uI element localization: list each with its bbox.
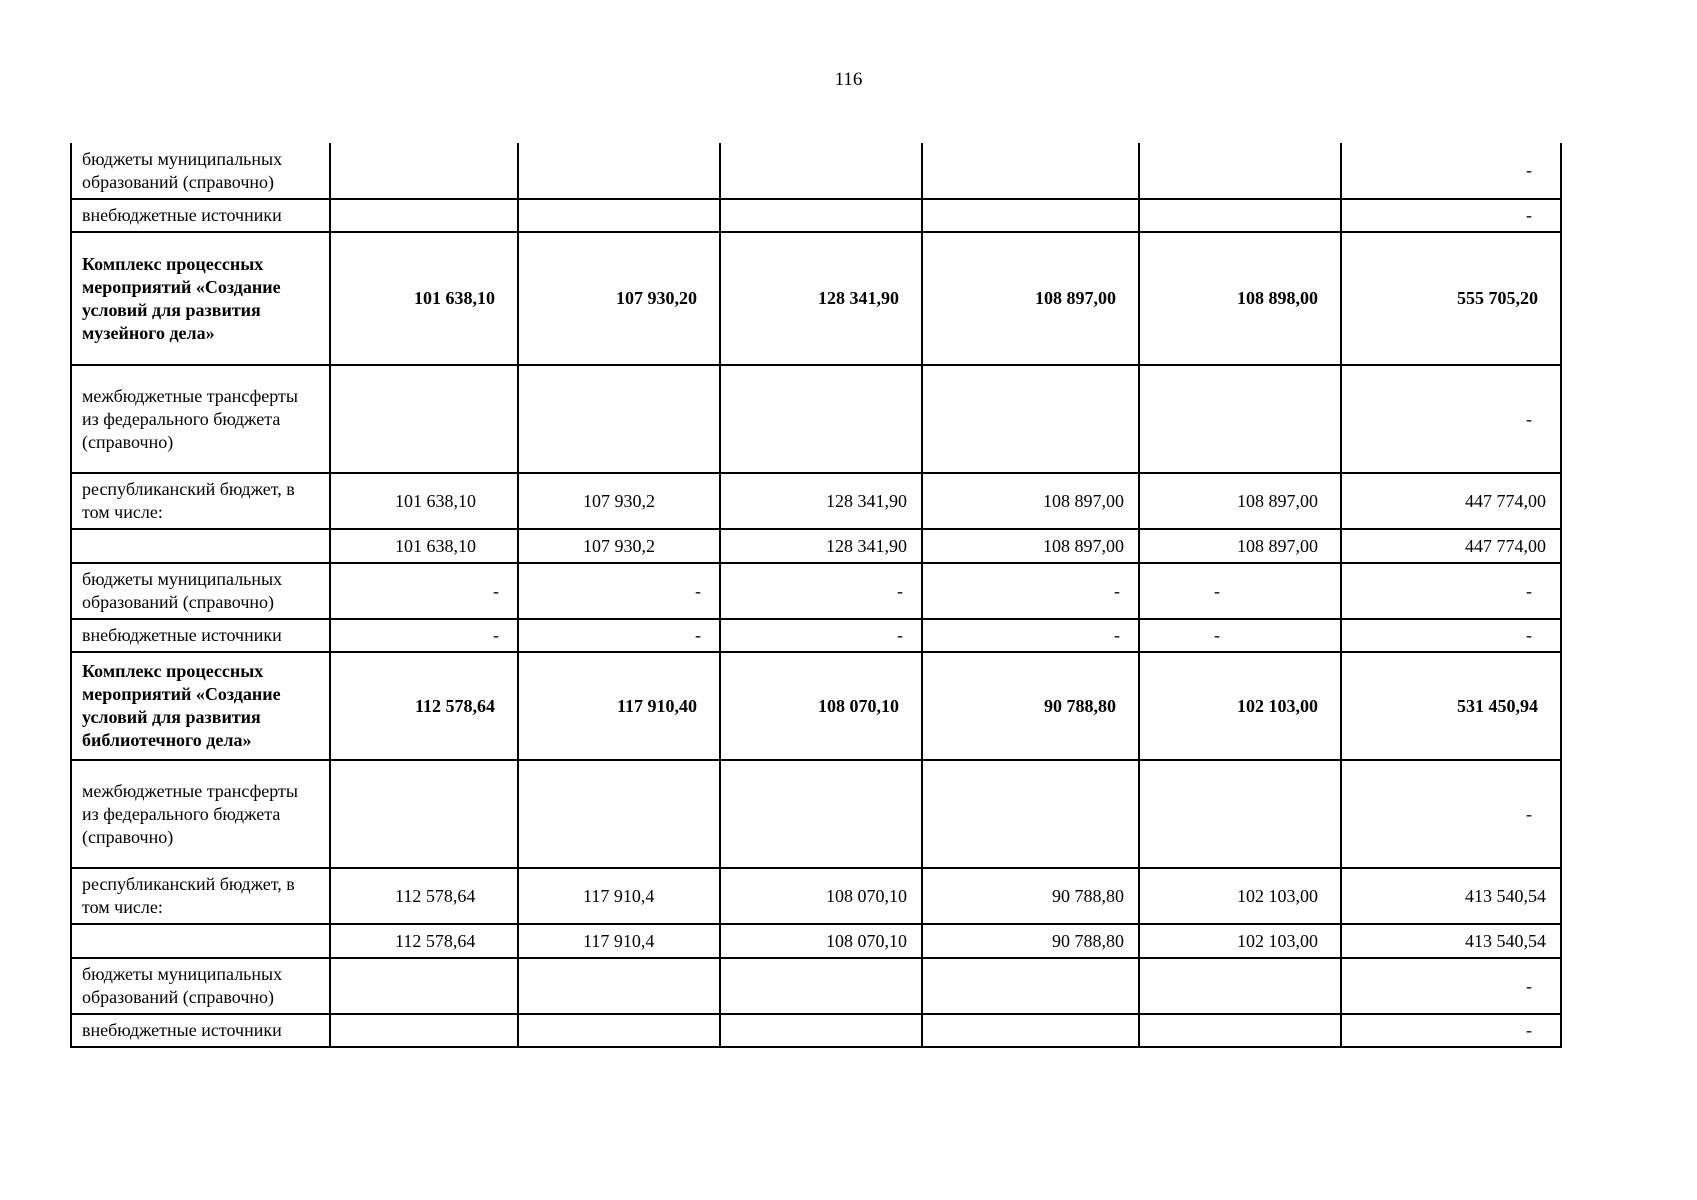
- value-cell: [720, 199, 922, 232]
- table-row: [71, 760, 1561, 868]
- value-cell: [518, 365, 720, 473]
- value-cell: 117 910,40: [518, 652, 720, 760]
- value-cell: 108 070,10: [720, 924, 922, 958]
- row-label: Комплекс процессных мероприятий «Создание условий для развития музейного дела»: [71, 232, 330, 365]
- value-cell: [720, 958, 922, 1014]
- value-cell: 90 788,80: [922, 924, 1139, 958]
- value-cell: [330, 143, 518, 199]
- value-cell: 108 070,10: [720, 868, 922, 924]
- value-cell: -: [518, 619, 720, 652]
- value-cell: 101 638,10: [330, 529, 518, 563]
- value-cell: -: [1341, 619, 1561, 652]
- table-row: [71, 563, 1561, 619]
- value-cell: -: [330, 563, 518, 619]
- value-cell: 108 070,10: [720, 652, 922, 760]
- table-row: [71, 199, 1561, 232]
- value-cell: 108 897,00: [922, 232, 1139, 365]
- table-row: [71, 868, 1561, 924]
- budget-table: [70, 143, 1562, 1048]
- value-cell: 128 341,90: [720, 232, 922, 365]
- value-cell: 107 930,2: [518, 473, 720, 529]
- row-label: республиканский бюджет, в том числе:: [71, 868, 330, 924]
- value-cell: -: [922, 563, 1139, 619]
- value-cell: 108 897,00: [922, 529, 1139, 563]
- row-label: межбюджетные трансферты из федерального бюджета (справочно): [71, 365, 330, 473]
- value-cell: -: [518, 563, 720, 619]
- value-cell: [720, 365, 922, 473]
- value-cell: [922, 199, 1139, 232]
- value-cell: [330, 199, 518, 232]
- value-cell: [922, 760, 1139, 868]
- value-cell: [922, 958, 1139, 1014]
- row-label: [71, 924, 330, 958]
- value-cell: [518, 958, 720, 1014]
- table-row: [71, 232, 1561, 365]
- table-row: [71, 529, 1561, 563]
- value-cell: [1139, 199, 1341, 232]
- value-cell: [518, 143, 720, 199]
- row-label: межбюджетные трансферты из федерального бюджета (справочно): [71, 760, 330, 868]
- row-label: бюджеты муниципальных образований (справочно): [71, 563, 330, 619]
- value-cell: [1139, 143, 1341, 199]
- value-cell: 112 578,64: [330, 652, 518, 760]
- value-cell: 112 578,64: [330, 924, 518, 958]
- value-cell: 531 450,94: [1341, 652, 1561, 760]
- value-cell: [1139, 365, 1341, 473]
- row-label: внебюджетные источники: [71, 1014, 330, 1047]
- value-cell: [1139, 760, 1341, 868]
- row-label: бюджеты муниципальных образований (справочно): [71, 143, 330, 199]
- row-label: бюджеты муниципальных образований (справочно): [71, 958, 330, 1014]
- value-cell: [518, 760, 720, 868]
- value-cell: -: [1341, 365, 1561, 473]
- table-row: [71, 619, 1561, 652]
- value-cell: 101 638,10: [330, 473, 518, 529]
- value-cell: 101 638,10: [330, 232, 518, 365]
- value-cell: 117 910,4: [518, 868, 720, 924]
- row-label: внебюджетные источники: [71, 199, 330, 232]
- value-cell: [720, 143, 922, 199]
- value-cell: -: [1341, 143, 1561, 199]
- value-cell: 555 705,20: [1341, 232, 1561, 365]
- row-label: республиканский бюджет, в том числе:: [71, 473, 330, 529]
- value-cell: -: [330, 619, 518, 652]
- page-number: 116: [834, 69, 863, 90]
- value-cell: 90 788,80: [922, 652, 1139, 760]
- value-cell: -: [1341, 760, 1561, 868]
- value-cell: 108 898,00: [1139, 232, 1341, 365]
- value-cell: 447 774,00: [1341, 529, 1561, 563]
- value-cell: [518, 1014, 720, 1047]
- table-row: [71, 1014, 1561, 1047]
- value-cell: -: [1341, 563, 1561, 619]
- value-cell: 102 103,00: [1139, 924, 1341, 958]
- value-cell: -: [1341, 958, 1561, 1014]
- value-cell: 102 103,00: [1139, 868, 1341, 924]
- table-row: [71, 652, 1561, 760]
- value-cell: 108 897,00: [922, 473, 1139, 529]
- table-row: [71, 958, 1561, 1014]
- value-cell: 112 578,64: [330, 868, 518, 924]
- value-cell: -: [1139, 563, 1341, 619]
- value-cell: [330, 760, 518, 868]
- value-cell: 90 788,80: [922, 868, 1139, 924]
- value-cell: 108 897,00: [1139, 473, 1341, 529]
- value-cell: -: [1341, 199, 1561, 232]
- value-cell: [1139, 958, 1341, 1014]
- value-cell: 413 540,54: [1341, 868, 1561, 924]
- value-cell: 128 341,90: [720, 473, 922, 529]
- value-cell: [330, 958, 518, 1014]
- value-cell: -: [1139, 619, 1341, 652]
- value-cell: [720, 1014, 922, 1047]
- value-cell: [922, 1014, 1139, 1047]
- value-cell: [330, 365, 518, 473]
- row-label: [71, 529, 330, 563]
- value-cell: [922, 365, 1139, 473]
- table-row: [71, 143, 1561, 199]
- value-cell: -: [922, 619, 1139, 652]
- value-cell: [1139, 1014, 1341, 1047]
- value-cell: -: [720, 563, 922, 619]
- value-cell: [922, 143, 1139, 199]
- value-cell: [330, 1014, 518, 1047]
- value-cell: 117 910,4: [518, 924, 720, 958]
- value-cell: [518, 199, 720, 232]
- value-cell: 107 930,2: [518, 529, 720, 563]
- value-cell: -: [720, 619, 922, 652]
- value-cell: 447 774,00: [1341, 473, 1561, 529]
- value-cell: 102 103,00: [1139, 652, 1341, 760]
- value-cell: 128 341,90: [720, 529, 922, 563]
- budget-table-body: [71, 143, 1561, 1047]
- row-label: внебюджетные источники: [71, 619, 330, 652]
- table-row: [71, 473, 1561, 529]
- row-label: Комплекс процессных мероприятий «Создание условий для развития библиотечного дела»: [71, 652, 330, 760]
- value-cell: [720, 760, 922, 868]
- value-cell: -: [1341, 1014, 1561, 1047]
- value-cell: 108 897,00: [1139, 529, 1341, 563]
- table-row: [71, 924, 1561, 958]
- value-cell: 413 540,54: [1341, 924, 1561, 958]
- table-row: [71, 365, 1561, 473]
- value-cell: 107 930,20: [518, 232, 720, 365]
